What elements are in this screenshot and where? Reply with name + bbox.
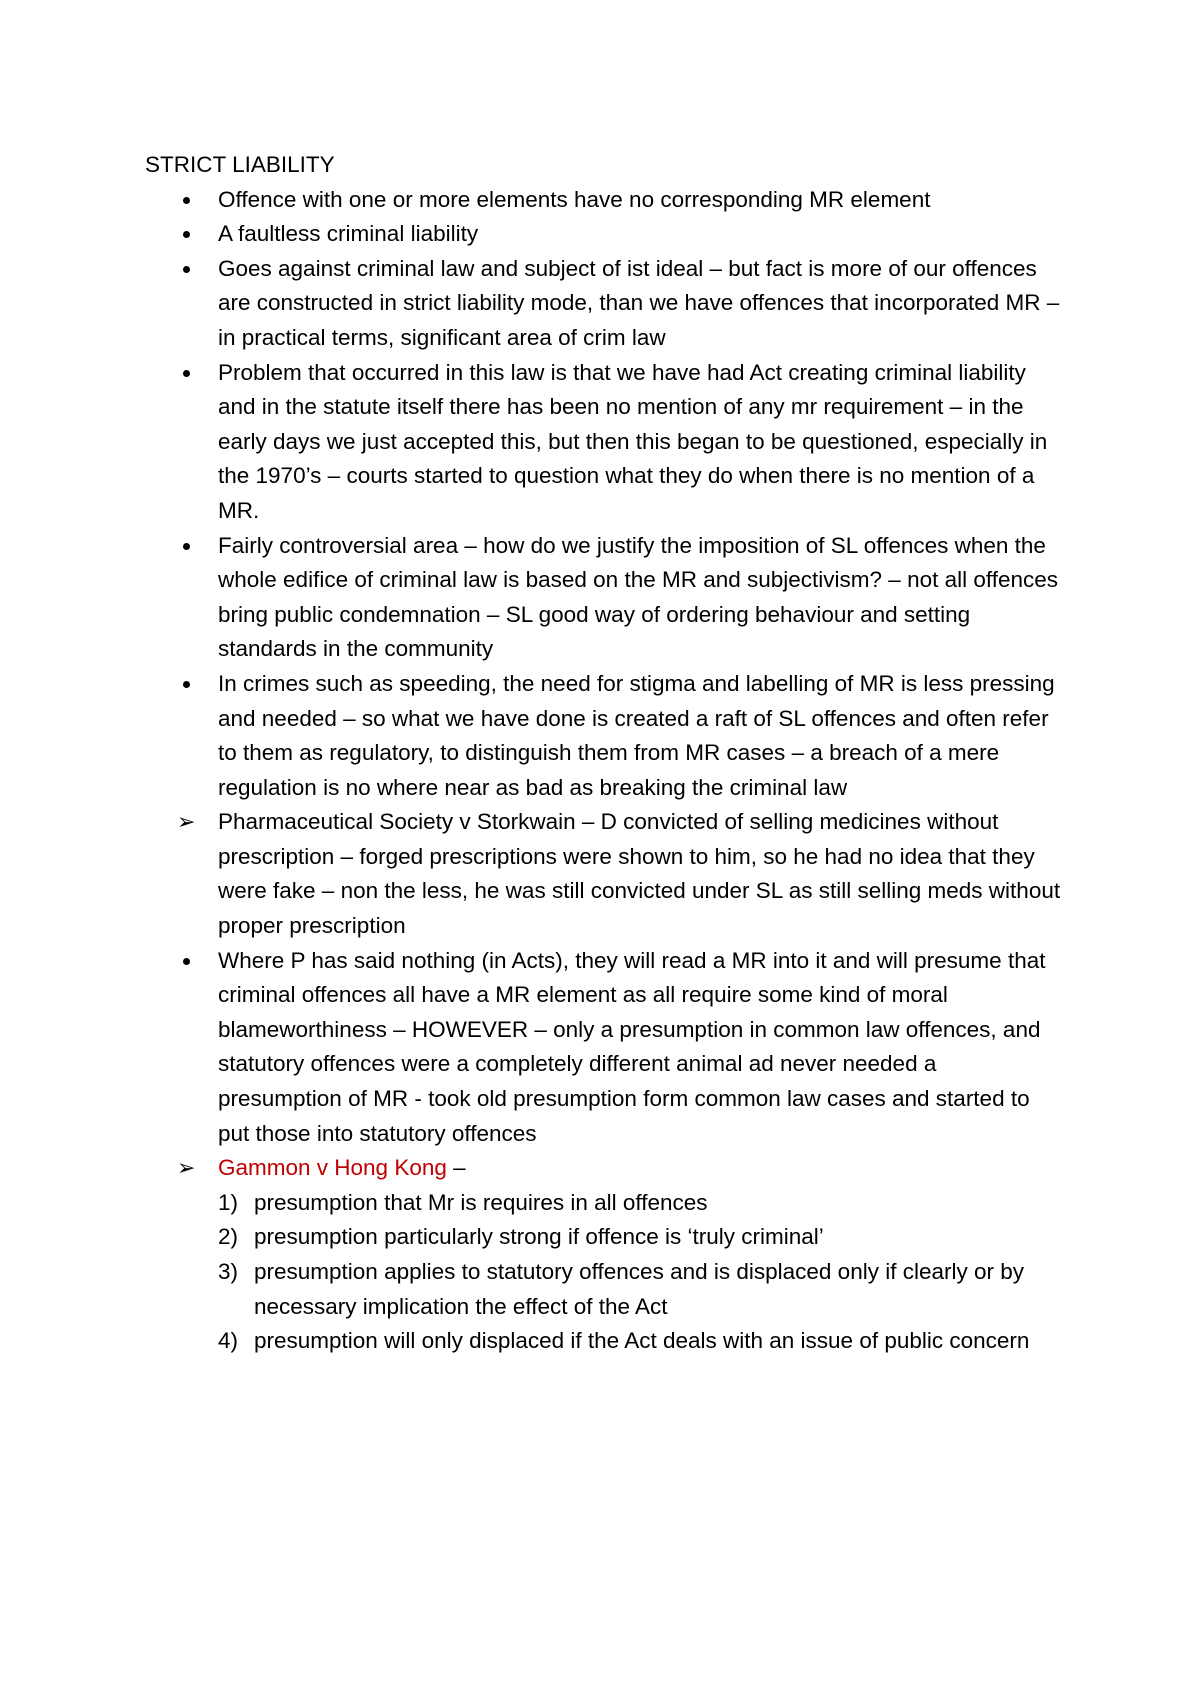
list-item-text: Where P has said nothing (in Acts), they will read a MR into it and will presume that criminal offences all have a MR element as all require some kind of moral blameworthiness – HOWEVER – only a presumption in common law offences, and statutory offences were a completely different animal ad never needed a presumption of MR - took old presumption form common law cases and started to put those into statutory offences (218, 947, 1046, 1146)
document-title: STRICT LIABILITY (145, 152, 335, 177)
list-item (145, 183, 1065, 218)
numbered-text: presumption particularly strong if offence is ‘truly criminal’ (254, 1224, 824, 1250)
numbered-label: 1) (218, 1189, 239, 1215)
list-item (145, 805, 1065, 943)
numbered-list (145, 1186, 1065, 1359)
list-item-text: In crimes such as speeding, the need for stigma and labelling of MR is less pressing and needed – so what we have done is created a raft of SL offences and often refer to them as regulatory, to distinguish them from MR cases – a breach of a mere regulation is no where near as bad as breaking the criminal law (218, 670, 1055, 800)
list-item-gammon (145, 1151, 1065, 1186)
bullet-list (145, 183, 1065, 1186)
list-item (145, 217, 1065, 252)
arrow-bullet-icon: ➢ (177, 809, 196, 835)
numbered-label: 2) (218, 1224, 239, 1250)
numbered-label: 4) (218, 1328, 239, 1354)
numbered-text: presumption will only displaced if the Act deals with an issue of public concern (254, 1328, 1030, 1354)
list-item-text: Problem that occurred in this law is that we have had Act creating criminal liability and in the statute itself there has been no mention of any mr requirement – in the early days we just accepted this, but then this began to be questioned, especially in the 1970’s – courts started to question what they do when there is no mention of a MR. (218, 359, 1048, 523)
numbered-text: presumption applies to statutory offences and is displaced only if clearly or by necessary implication the effect of the Act (254, 1259, 1024, 1319)
list-item-text: Offence with one or more elements have no corresponding MR element (218, 186, 931, 212)
numbered-item (145, 1255, 1065, 1324)
numbered-item (145, 1220, 1065, 1255)
numbered-item (145, 1186, 1065, 1221)
list-item (145, 944, 1065, 1152)
list-item (145, 252, 1065, 356)
case-suffix: – (446, 1155, 466, 1181)
list-item-text: Fairly controversial area – how do we justify the imposition of SL offences when the whole edifice of criminal law is based on the MR and subjectivism? – not all offences bring public condemnation – SL good way of ordering behaviour and setting standards in the community (218, 532, 1059, 662)
list-item (145, 356, 1065, 529)
document-page (145, 148, 1065, 1359)
list-item-text: Pharmaceutical Society v Storkwain – D convicted of selling medicines without prescription – forged prescriptions were shown to him, so he had no idea that they were fake – non the less, he was still convicted under SL as still selling meds without proper prescription (218, 809, 1061, 939)
case-name: Gammon v Hong Kong (218, 1155, 447, 1181)
list-item (145, 529, 1065, 667)
list-item-text: Goes against criminal law and subject of ist ideal – but fact is more of our offences are constructed in strict liability mode, than we have offences that incorporated MR – in practical terms, significant area of crim law (218, 255, 1060, 350)
arrow-bullet-icon: ➢ (177, 1155, 196, 1181)
numbered-label: 3) (218, 1259, 239, 1284)
list-item-text: A faultless criminal liability (218, 221, 479, 247)
numbered-item (145, 1324, 1065, 1359)
list-item (145, 667, 1065, 805)
numbered-text: presumption that Mr is requires in all offences (254, 1189, 708, 1215)
